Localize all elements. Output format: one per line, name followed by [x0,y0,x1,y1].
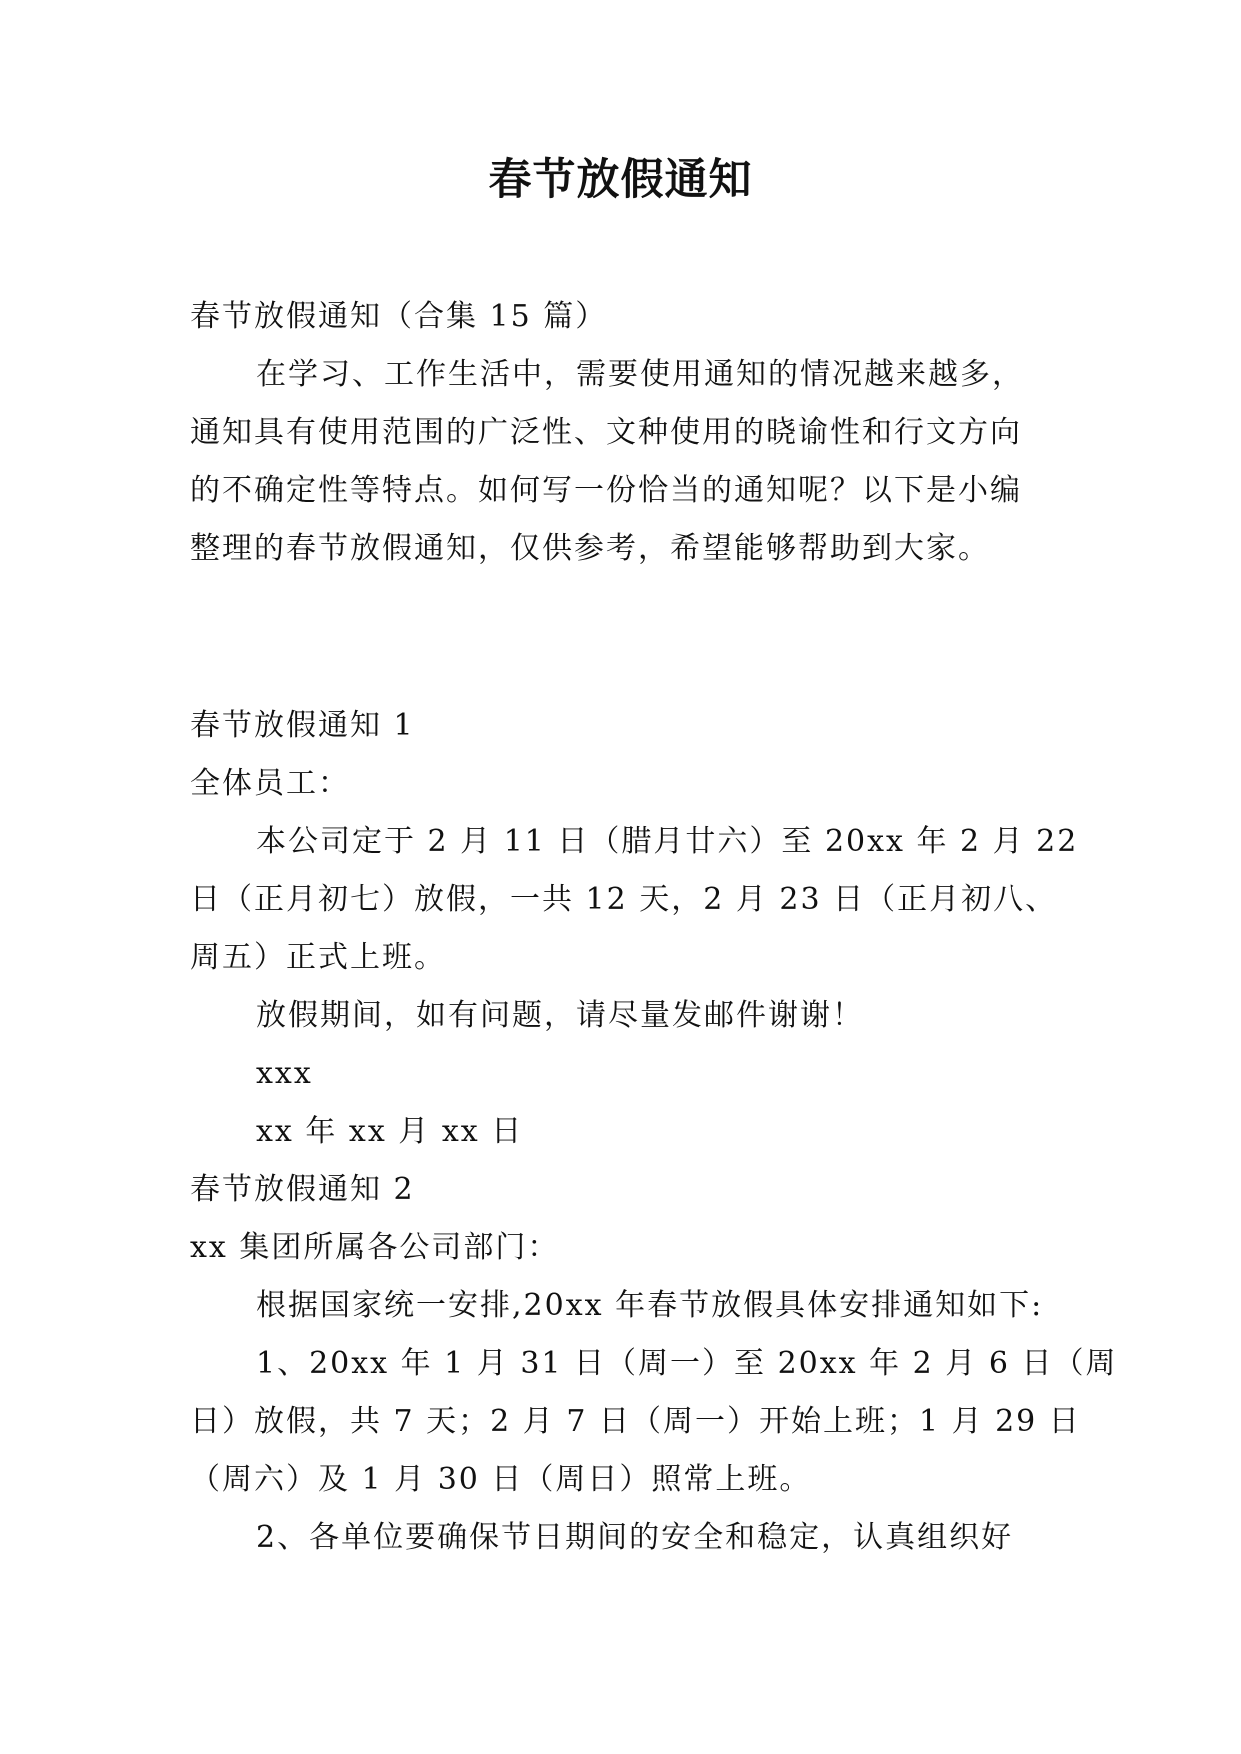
notice-item-line: （周六）及 1 月 30 日（周日）照常上班。 [190,1462,812,1497]
intro-line: 通知具有使用范围的广泛性、文种使用的晓谕性和行文方向 [190,415,1022,450]
notice-item-line: 日）放假，共 7 天；2 月 7 日（周一）开始上班；1 月 29 日 [190,1404,1081,1439]
notice-paragraph-line: 周五）正式上班。 [190,940,446,975]
document-subtitle: 春节放假通知（合集 15 篇） [190,299,608,334]
notice-2 [190,1161,1118,1567]
intro-line: 整理的春节放假通知，仅供参考，希望能够帮助到大家。 [190,531,990,566]
intro-line: 的不确定性等特点。如何写一份恰当的通知呢？以下是小编 [190,473,1022,508]
notice-signature: xxx [256,1056,313,1091]
intro-paragraph [190,346,1060,578]
intro-line: 在学习、工作生活中，需要使用通知的情况越来越多， [256,357,1024,392]
document-body [190,288,1118,1567]
notice-1 [190,697,1079,1161]
notice-paragraph-line: 日（正月初七）放假，一共 12 天，2 月 23 日（正月初八、 [190,882,1058,917]
notice-intro: 根据国家统一安排,20xx 年春节放假具体安排通知如下: [256,1288,1044,1323]
document-title: 春节放假通知 [488,155,753,205]
notice-item-line: 2、各单位要确保节日期间的安全和稳定，认真组织好 [256,1520,1014,1555]
notice-item-line: 1、20xx 年 1 月 31 日（周一）至 20xx 年 2 月 6 日（周 [256,1346,1118,1381]
notice-heading: 春节放假通知 2 [190,1172,415,1207]
notice-date: xx 年 xx 月 xx 日 [256,1114,524,1149]
notice-request: 放假期间，如有问题，请尽量发邮件谢谢！ [256,998,864,1033]
notice-salutation: 全体员工： [190,766,350,801]
notice-salutation: xx 集团所属各公司部门： [190,1230,560,1265]
notice-heading: 春节放假通知 1 [190,708,415,743]
notice-paragraph-line: 本公司定于 2 月 11 日（腊月廿六）至 20xx 年 2 月 22 [256,824,1079,859]
section-spacer [190,578,1060,697]
